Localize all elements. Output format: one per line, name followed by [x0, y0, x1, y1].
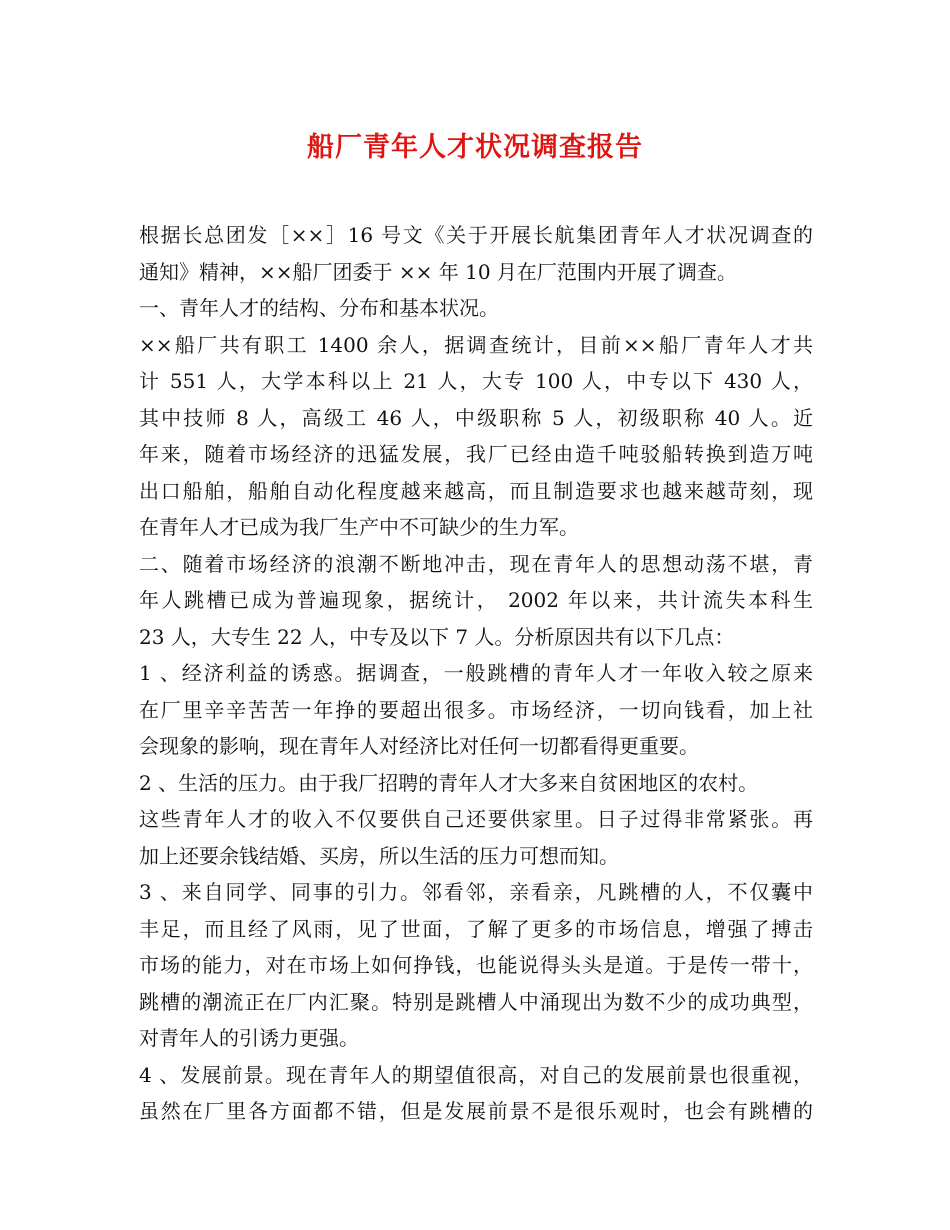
body-line: 二、随着市场经济的浪潮不断地冲击，现在青年人的思想动荡不堪，青 — [139, 551, 813, 576]
body-line: 加上还要余钱结婚、买房，所以生活的压力可想而知。 — [139, 843, 619, 868]
body-line: ××船厂共有职工 1400 余人，据调查统计，目前××船厂青年人才共 — [139, 332, 813, 357]
body-line: 跳槽的潮流正在厂内汇聚。特别是跳槽人中涌现出为数不少的成功典型， — [139, 989, 813, 1014]
body-line: 市场的能力，对在市场上如何挣钱，也能说得头头是道。于是传一带十， — [139, 953, 813, 977]
body-line: 在青年人才已成为我厂生产中不可缺少的生力军。 — [139, 515, 579, 539]
document-title: 船厂青年人才状况调查报告 — [307, 132, 643, 163]
body-line: 23 人，大专生 22 人，中专及以下 7 人。分析原因共有以下几点： — [139, 624, 735, 649]
body-line: 根据长总团发［××］16 号文《关于开展长航集团青年人才状况调查的 — [139, 223, 813, 247]
body-line: 年来，随着市场经济的迅猛发展，我厂已经由造千吨驳船转换到造万吨 — [139, 442, 813, 466]
body-line: 这些青年人才的收入不仅要供自己还要供家里。日子过得非常紧张。再 — [139, 807, 813, 831]
body-line: 3 、来自同学、同事的引力。邻看邻，亲看亲，凡跳槽的人，不仅囊中 — [139, 880, 813, 904]
body-line: 2 、生活的压力。由于我厂招聘的青年人才大多来自贫困地区的农村。 — [139, 770, 759, 795]
document-body — [139, 217, 813, 1130]
body-line: 出口船舶，船舶自动化程度越来越高，而且制造要求也越来越苛刻，现 — [139, 478, 813, 503]
body-line: 虽然在厂里各方面都不错，但是发展前景不是很乐观时，也会有跳槽的 — [139, 1099, 813, 1123]
body-line: 丰足，而且经了风雨，见了世面，了解了更多的市场信息，增强了搏击 — [139, 916, 813, 941]
body-line: 年人跳槽已成为普遍现象，据统计， 2002 年以来，共计流失本科生 — [139, 588, 813, 612]
body-line: 会现象的影响，现在青年人对经济比对任何一切都看得更重要。 — [139, 734, 699, 758]
body-line: 对青年人的引诱力更强。 — [139, 1026, 359, 1050]
body-line: 一、青年人才的结构、分布和基本状况。 — [139, 296, 499, 320]
body-line: 计 551 人，大学本科以上 21 人，大专 100 人，中专以下 430 人， — [139, 369, 813, 393]
body-line: 4 、发展前景。现在青年人的期望值很高，对自己的发展前景也很重视， — [139, 1062, 813, 1087]
body-line: 1 、经济利益的诱惑。据调查，一般跳槽的青年人才一年收入较之原来 — [139, 661, 813, 685]
body-line: 在厂里辛辛苦苦一年挣的要超出很多。市场经济，一切向钱看，加上社 — [139, 697, 813, 722]
body-line: 其中技师 8 人，高级工 46 人，中级职称 5 人，初级职称 40 人。近 — [139, 405, 813, 430]
body-line: 通知》精神，××船厂团委于 ×× 年 10 月在厂范围内开展了调查。 — [139, 259, 737, 284]
